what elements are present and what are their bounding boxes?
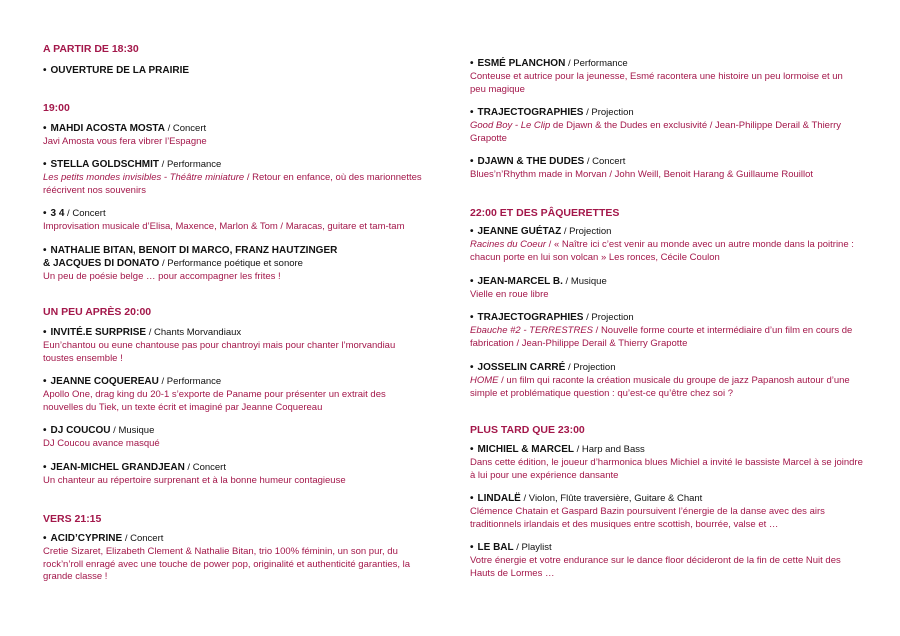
entry-kind: / Performance [159, 159, 222, 170]
program-entry: • JOSSELIN CARRÉ / Projection HOME / un film qui raconte la création musicale du groupe de jazz Papanosh autour d’une simple et problématique question : qu’est-ce qu’être chez soi ? [470, 362, 850, 399]
entry-kind: / Playlist [513, 542, 552, 553]
entry-name: LINDALË [477, 493, 521, 504]
entry-description: Javi Amosta vous fera vibrer l’Espagne [43, 136, 207, 147]
work-title: Good Boy - Le Clip [470, 120, 551, 131]
entry-name-continued: & JACQUES DI DONATO [43, 258, 160, 269]
entry-name: JEAN-MICHEL GRANDJEAN [50, 462, 185, 473]
entry-name: TRAJECTOGRAPHIES [477, 312, 584, 323]
program-entry: • LINDALË / Violon, Flûte traversière, Guitare & Chant Clémence Chatain et Gaspard Bazin poursuivent l’énergie de la danse avec des airs traditionnels irlandais et des musiques entre scottish, bourrée, valse et … [470, 492, 870, 531]
entry-name: 3 4 [50, 208, 65, 219]
entry-description: Cretie Sizaret, Elizabeth Clement & Nathalie Bitan, trio 100% féminin, un son pur, du rock’n’roll enragé avec une touche de power pop, originalité et authenticité garanties, la grande classe ! [43, 546, 411, 582]
entry-description: Apollo One, drag king du 20-1 s’exporte de Paname pour présenter un extrait des nouvelles du Tiek, un texte écrit et imaginé par Jeanne Coquereau [43, 389, 386, 413]
section-heading: UN PEU APRÈS 20:00 [43, 306, 152, 318]
entry-name: MAHDI ACOSTA MOSTA [50, 123, 165, 134]
entry-name: OUVERTURE DE LA PRAIRIE [50, 65, 190, 76]
entry-description: Clémence Chatain et Gaspard Bazin poursuivent l’énergie de la danse avec des airs traditionnels irlandais et des musiques entre scottish, bourrée, valse et … [470, 506, 825, 530]
program-entry: • ACID’CYPRINE / Concert Cretie Sizaret, Elizabeth Clement & Nathalie Bitan, trio 100% féminin, un son pur, du rock’n’roll enragé avec une touche de power pop, originalité et authenticité garanties, la grande classe ! [43, 532, 443, 584]
entry-description: / « Naître ici c’est venir au monde avec un autre monde dans la poitrine : chacun porte en lui son volcan » Les ronces, Cécile Coulon [470, 239, 854, 263]
entry-kind: / Violon, Flûte traversière, Guitare & Chant [520, 493, 703, 504]
entry-name: JEANNE COQUEREAU [50, 376, 159, 387]
work-title: Les petits mondes invisibles - Théâtre miniature [43, 172, 245, 183]
program-entry: • 3 4 / Concert Improvisation musicale d’Elisa, Maxence, Marlon & Tom / Maracas, guitare et tam-tam [43, 207, 443, 234]
entry-description: / Retour en enfance, où des marionnettes réécrivent nos souvenirs [43, 172, 422, 196]
program-entry: • ESMÉ PLANCHON / Performance Conteuse et autrice pour la jeunesse, Esmé racontera une histoire un peu lormoise et un peu magique [470, 57, 870, 96]
entry-name: INVITÉ.E SURPRISE [50, 327, 147, 338]
entry-kind: / Concert [164, 123, 207, 134]
section-heading: PLUS TARD QUE 23:00 [470, 424, 585, 436]
entry-name: DJ COUCOU [50, 425, 111, 436]
section-heading: A PARTIR DE 18:30 [43, 43, 139, 55]
entry-kind: / Projection [583, 107, 634, 118]
entry-kind: / Musique [562, 276, 607, 287]
entry-kind: / Musique [110, 425, 155, 436]
entry-kind: / Chants Morvandiaux [146, 327, 242, 338]
entry-kind: / Concert [184, 462, 226, 473]
program-entry: • LE BAL / Playlist Votre énergie et votre endurance sur le dance floor décideront de la fin de cette Nuit des Hauts de Lormes … [470, 541, 870, 580]
entry-kind: / Performance [565, 58, 628, 69]
section-heading: 19:00 [43, 102, 70, 114]
entry-description: Conteuse et autrice pour la jeunesse, Esmé racontera une histoire un peu lormoise et un peu magique [470, 71, 843, 95]
entry-name: ACID’CYPRINE [50, 533, 123, 544]
program-entry: • JEAN-MICHEL GRANDJEAN / Concert Un chanteur au répertoire surprenant et à la bonne humeur contagieuse [43, 461, 443, 488]
entry-name: LE BAL [477, 542, 514, 553]
work-title: HOME [470, 375, 499, 386]
program-entry: • DJ COUCOU / Musique DJ Coucou avance masqué [43, 424, 443, 451]
entry-kind: / Harp and Bass [574, 444, 645, 455]
section-heading: VERS 21:15 [43, 513, 102, 525]
section-heading: 22:00 ET DES PÂQUERETTES [470, 207, 620, 219]
entry-name: JEAN-MARCEL B. [477, 276, 563, 287]
entry-kind: / Projection [583, 312, 634, 323]
entry-description: Un chanteur au répertoire surprenant et à la bonne humeur contagieuse [43, 475, 346, 486]
program-entry: • JEAN-MARCEL B. / Musique Vielle en roue libre [470, 275, 870, 302]
entry-name: JOSSELIN CARRÉ [477, 362, 566, 373]
entry-kind: / Concert [584, 156, 626, 167]
entry-kind: / Projection [565, 362, 616, 373]
entry-description: DJ Coucou avance masqué [43, 438, 160, 449]
entry-description: / un film qui raconte la création musicale du groupe de jazz Papanosh autour d’une simple et problématique question : qu’est-ce qu’être chez soi ? [470, 375, 850, 399]
program-entry: • JEANNE COQUEREAU / Performance Apollo One, drag king du 20-1 s’exporte de Paname pour présenter un extrait des nouvelles du Tiek, un texte écrit et imaginé par Jeanne Coquereau [43, 375, 443, 414]
entry-description: de Djawn & the Dudes en exclusivité / Jean-Philippe Derail & Thierry Grapotte [470, 120, 842, 144]
entry-name: STELLA GOLDSCHMIT [50, 159, 160, 170]
entry-kind: / Concert [122, 533, 164, 544]
program-entry: • OUVERTURE DE LA PRAIRIE [43, 65, 190, 76]
entry-description: Blues’n’Rhythm made in Morvan / John Weill, Benoit Harang & Guillaume Rouillot [470, 169, 814, 180]
entry-description: Vielle en roue libre [470, 289, 549, 300]
entry-name: MICHIEL & MARCEL [477, 444, 574, 455]
entry-kind: / Projection [561, 226, 612, 237]
program-entry: • INVITÉ.E SURPRISE / Chants Morvandiaux Eun’chantou ou eune chantouse pas pour chantroyi mais pour chanter l’morvandiau toustes ensemble ! [43, 326, 443, 365]
entry-description: Dans cette édition, le joueur d’harmonica blues Michiel a invité le bassiste Marcel à se joindre à lui pour une expérience dansante [470, 457, 863, 481]
entry-description: Un peu de poésie belge … pour accompagner les frites ! [43, 271, 281, 282]
program-entry: • STELLA GOLDSCHMIT / Performance Les petits mondes invisibles - Théâtre miniature / Retour en enfance, où des marionnettes réécrivent nos souvenirs [43, 159, 422, 196]
entry-description: Eun’chantou ou eune chantouse pas pour chantroyi mais pour chanter l’morvandiau toustes ensemble ! [43, 340, 396, 364]
entry-kind: / Concert [64, 208, 106, 219]
entry-name: TRAJECTOGRAPHIES [477, 107, 584, 118]
entry-kind: / Performance [158, 376, 222, 387]
entry-name: NATHALIE BITAN, BENOIT DI MARCO, FRANZ HAUTZINGER [50, 245, 338, 256]
program-entry: • JEANNE GUÉTAZ / Projection Racines du Coeur / « Naître ici c’est venir au monde avec un autre monde dans la poitrine : chacun porte en lui son volcan » Les ronces, Cécile Coulon [470, 226, 854, 263]
program-entry: • NATHALIE BITAN, BENOIT DI MARCO, FRANZ HAUTZINGER & JACQUES DI DONATO / Performance poétique et sonore Un peu de poésie belge … pour accompagner les frites ! [43, 244, 443, 284]
program-entry: • MAHDI ACOSTA MOSTA / Concert Javi Amosta vous fera vibrer l’Espagne [43, 122, 443, 149]
entry-name: DJAWN & THE DUDES [477, 156, 585, 167]
entry-kind: / Performance poétique et sonore [159, 258, 303, 269]
entry-description: Votre énergie et votre endurance sur le dance floor décideront de la fin de cette Nuit des Hauts de Lormes … [470, 555, 841, 579]
entry-description: / Nouvelle forme courte et intermédiaire d’un film en cours de fabrication / Jean-Philippe Derail & Thierry Grapotte [470, 325, 853, 349]
program-entry: • TRAJECTOGRAPHIES / Projection Ebauche #2 - TERRESTRES / Nouvelle forme courte et intermédiaire d’un film en cours de fabrication / Jean-Philippe Derail & Thierry Grapotte [470, 312, 853, 349]
entry-description: Improvisation musicale d’Elisa, Maxence, Marlon & Tom / Maracas, guitare et tam-tam [43, 221, 405, 232]
program-entry: • MICHIEL & MARCEL / Harp and Bass Dans cette édition, le joueur d’harmonica blues Michiel a invité le bassiste Marcel à se joindre à lui pour une expérience dansante [470, 443, 870, 482]
work-title: Racines du Coeur [470, 239, 547, 250]
entry-name: ESMÉ PLANCHON [477, 58, 566, 69]
program-entry: • TRAJECTOGRAPHIES / Projection Good Boy - Le Clip de Djawn & the Dudes en exclusivité / Jean-Philippe Derail & Thierry Grapotte [470, 107, 842, 144]
work-title: Ebauche #2 - TERRESTRES [470, 325, 594, 336]
entry-name: JEANNE GUÉTAZ [477, 226, 562, 237]
program-entry: • DJAWN & THE DUDES / Concert Blues’n’Rhythm made in Morvan / John Weill, Benoit Harang & Guillaume Rouillot [470, 155, 870, 182]
